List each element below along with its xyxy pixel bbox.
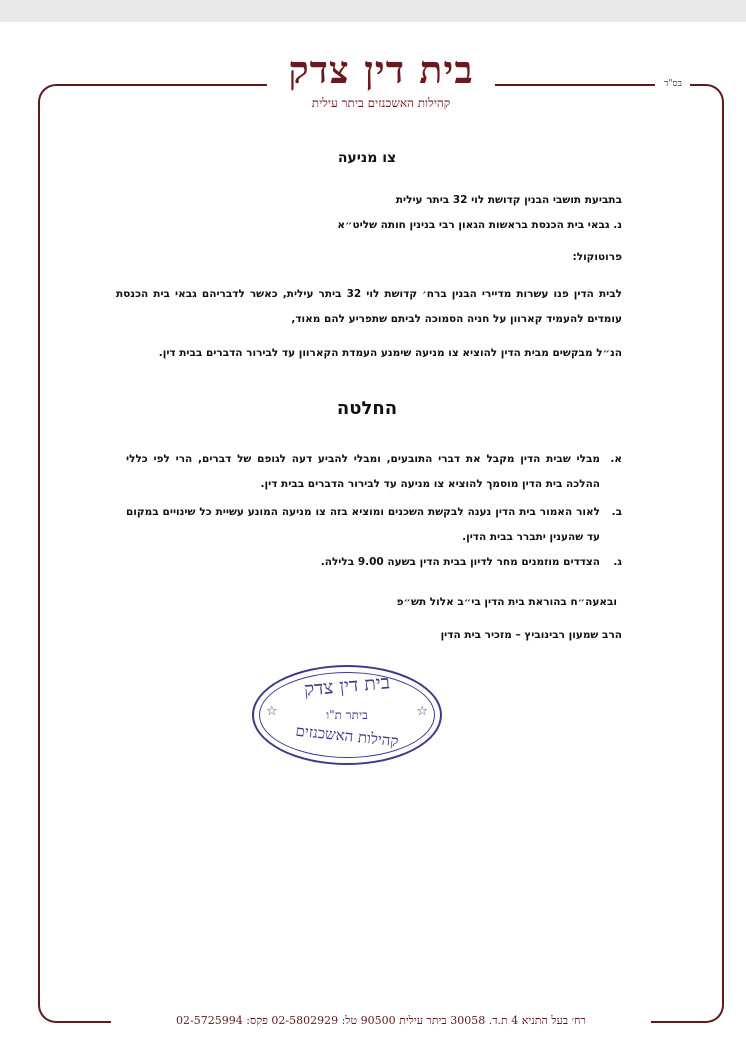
frame-bottom-line-right (651, 1021, 705, 1023)
frame-corner-bottom-right (704, 1003, 724, 1023)
signature-line: הרב שמעון רבינוביץ – מזכיר בית הדין (440, 629, 622, 641)
decision-item (126, 447, 622, 497)
frame-corner-top-left (38, 84, 58, 104)
decision-marker: ב. (611, 506, 622, 518)
request-paragraph: הנ״ל מבקשים מבית הדין להוציא צו מניעה שימנע העמדת הקארוון עד לבירור הדברים בבית דין. (158, 347, 622, 359)
frame-corner-top-right (704, 84, 724, 104)
frame-left-line (38, 103, 40, 1004)
decision-marker: א. (610, 453, 622, 465)
star-icon: ☆ (266, 704, 278, 719)
protocol-label: פרוטוקול: (572, 251, 622, 263)
decisions-list (126, 447, 622, 575)
stamp-top-text: בית דין צדק (303, 671, 391, 701)
decision-text: מבלי שבית הדין מקבל את דברי התובעים, ומבלי להביע דעה לגופם של דברים, הרי לפי כללי ההלכה בית הדין מוסמך להוציא צו מניעה עד לבירור הדברים בבית דין. (126, 453, 600, 490)
document-heading: צו מניעה (337, 150, 397, 166)
top-gray-strip (0, 0, 746, 22)
stamp-bottom-text: קהילות האשכנזים (294, 721, 400, 751)
stamp-middle-text: ביתר ת"ו (326, 708, 368, 722)
frame-top-line-middle (495, 84, 655, 86)
addressee-line: נ. גבאי בית הכנסת בראשות הגאון רבי בנינין חותה שליט״א (337, 219, 622, 231)
frame-bottom-line-left (57, 1021, 111, 1023)
decision-item (126, 500, 622, 550)
frame-corner-bottom-left (38, 1003, 58, 1023)
addressee-line: בתביעת תושבי הבנין קדושת לוי 32 ביתר עילית (395, 194, 622, 206)
decision-text: לאור האמור בית הדין נענה לבקשת השכנים ומוציא בזה צו מניעה המונע עשיית כל שינויים במקום עד שהענין יתברר בבית הדין. (126, 506, 600, 543)
decision-marker: ג. (613, 556, 622, 568)
court-title: בית דין צדק (288, 47, 474, 92)
addressee-block (112, 188, 622, 238)
decision-text: הצדדים מוזמנים מחר לדיון בבית הדין בשעה 9.00 בלילה. (320, 556, 600, 568)
bsd-label: בס"ד (664, 79, 682, 89)
footer-address: רח׳ בעל התניא 4 ת.ד. 30058 ביתר עילית 90500 טל: 02-5802929 פקס: 02-5725994 (176, 1014, 586, 1027)
decision-heading: החלטה (336, 398, 398, 419)
frame-top-line-left (57, 84, 267, 86)
closing-line: ובאעה״ח בהוראת בית הדין בי״ב אלול תש״פ (396, 596, 617, 608)
frame-top-line-right (690, 84, 705, 86)
court-stamp (252, 665, 442, 765)
star-icon: ☆ (416, 704, 428, 719)
court-subtitle: קהילות האשכנזים ביתר עילית (311, 96, 451, 110)
frame-right-line (722, 103, 724, 1004)
protocol-paragraph: לבית הדין פנו עשרות מדיירי הבנין ברח׳ קדושת לוי 32 ביתר עילית, כאשר לדבריהם גבאי בית הכנסת עומדים להעמיד קארוון על חניה הסמוכה לביתם שתפריע להם מאוד, (116, 288, 622, 325)
decision-item (126, 550, 622, 575)
